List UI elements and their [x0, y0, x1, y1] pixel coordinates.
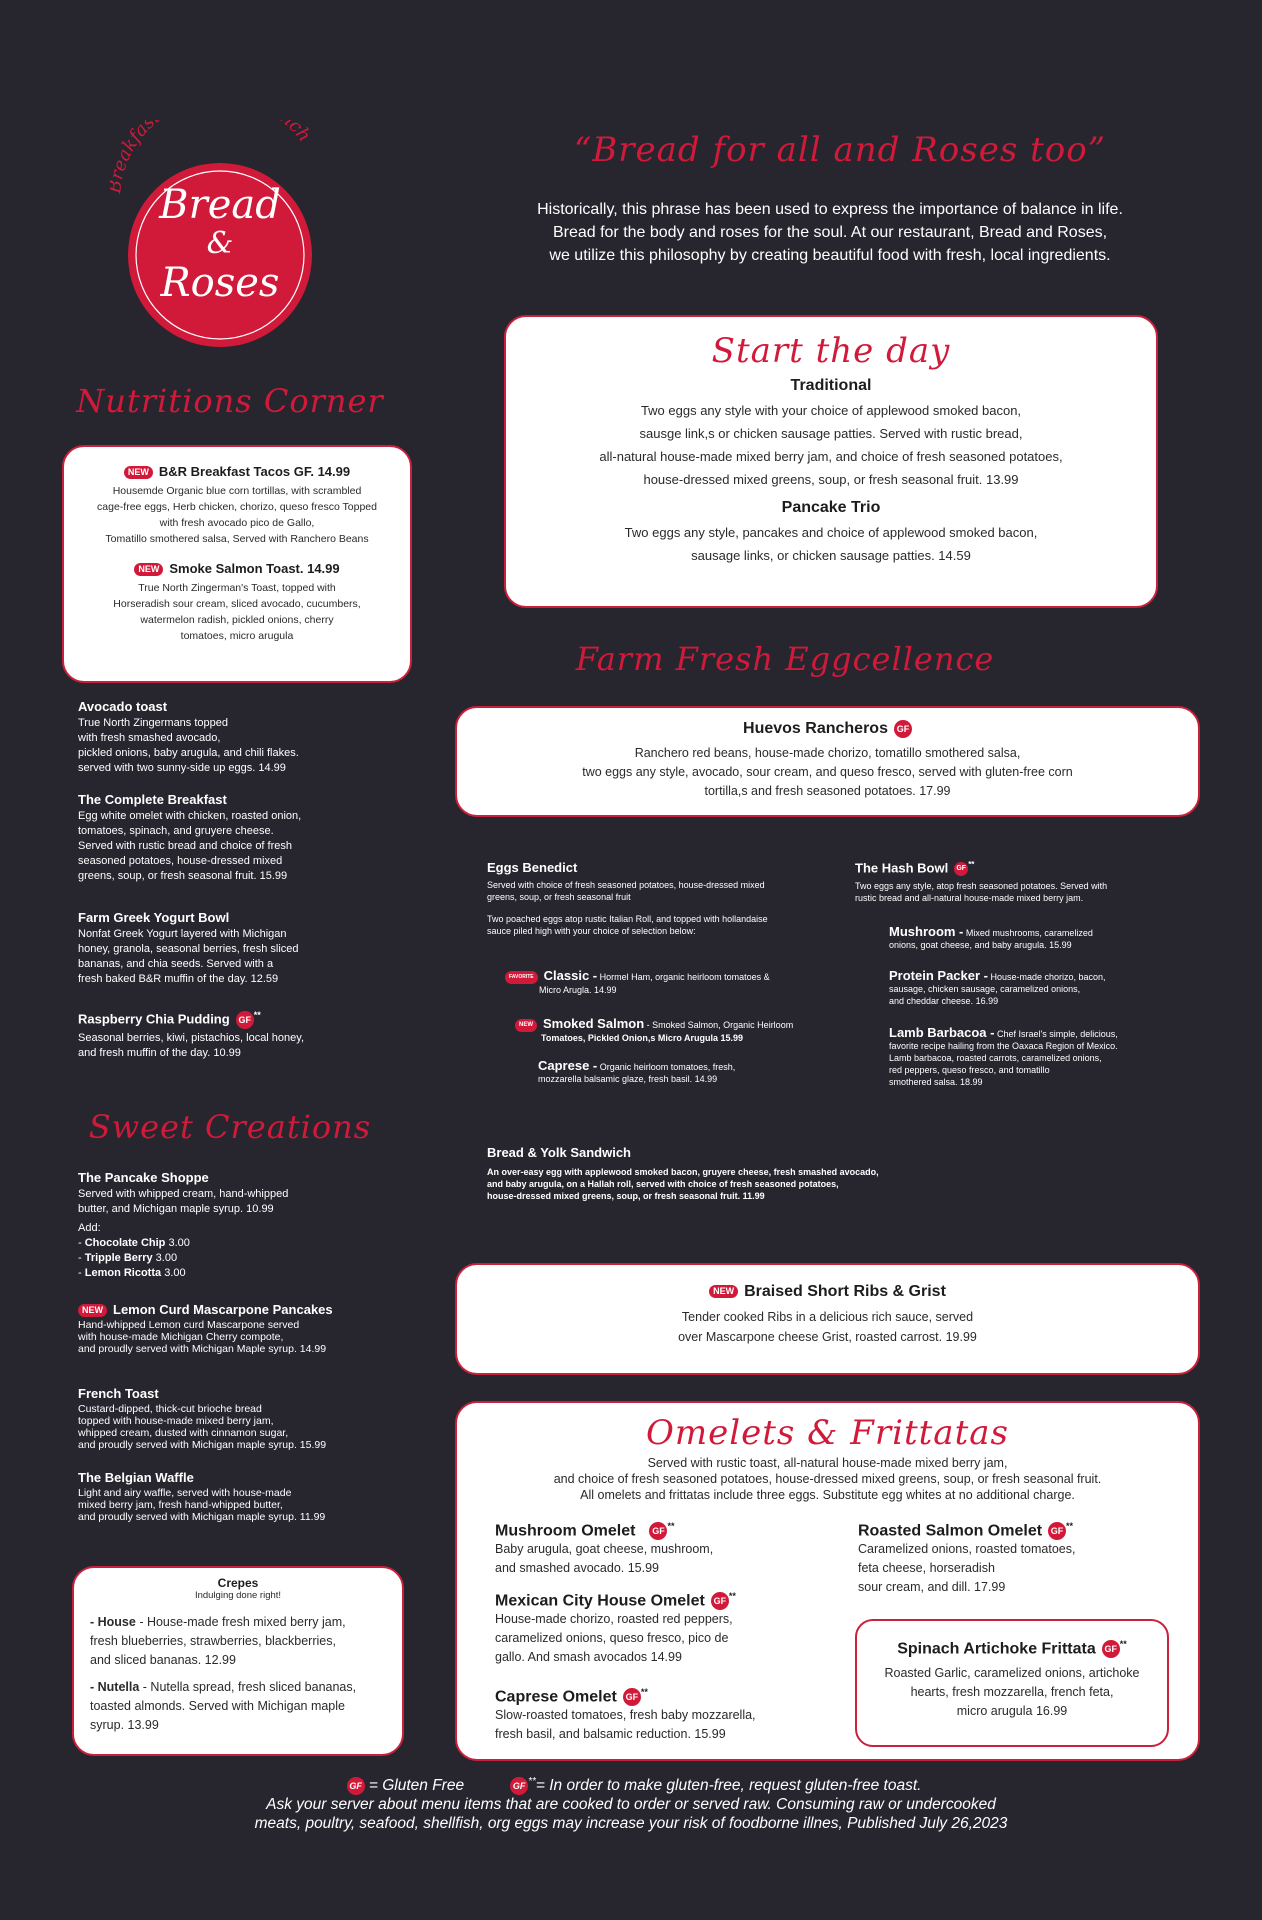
omelet-desc — [495, 1610, 815, 1667]
item-title: The Complete Breakfast — [78, 792, 227, 807]
desc-line: Two eggs any style with your choice of applewood smoked bacon, — [640, 403, 1022, 418]
item-title: Avocado toast — [78, 699, 168, 714]
add-name: Chocolate Chip — [84, 1237, 166, 1249]
hero-quote: “Bread for all and Roses too” — [573, 130, 1107, 170]
add-name: Tripple Berry — [84, 1252, 153, 1264]
desc-line: and proudly served with Michigan Maple syrup. 14.99 — [78, 1343, 327, 1356]
desc-line: Tender cooked Ribs in a delicious rich sauce, served — [681, 1310, 974, 1324]
desc-line: fresh baked B&R muffin of the day. 12.59 — [78, 973, 279, 985]
item-title: Raspberry Chia Pudding — [78, 1011, 230, 1027]
benedict-caprese — [538, 1058, 868, 1085]
sweet-heading: Sweet Creations — [88, 1108, 372, 1146]
desc-line: favorite recipe hailing from the Oaxaca Region of Mexico. — [889, 1041, 1118, 1051]
item-desc — [78, 1319, 398, 1355]
favorite-badge: FAVORITE — [505, 971, 538, 984]
desc-line: Served with whipped cream, hand-whipped — [78, 1188, 289, 1200]
gluten-free-icon — [649, 1522, 667, 1540]
crepe-desc: - Nutella spread, fresh sliced bananas, — [139, 1680, 357, 1694]
gf-label: GF — [713, 1596, 727, 1607]
option-line2: mozzarella balsamic glaze, fresh basil. 14.99 — [538, 1074, 718, 1084]
crepe-name: - House — [90, 1615, 136, 1629]
mexican-omelet — [495, 1591, 815, 1667]
frittata-card — [855, 1619, 1169, 1747]
item-title: The Pancake Shoppe — [78, 1170, 209, 1185]
desc-line: sauce piled high with your choice of selection below: — [487, 926, 696, 936]
short-ribs-card — [455, 1263, 1200, 1375]
omelet-title-row — [858, 1521, 1178, 1540]
option-name: Mushroom - — [889, 924, 964, 939]
logo — [110, 120, 330, 350]
desc-line: with fresh smashed avocado, — [78, 732, 221, 744]
gf2-legend-text: = In order to make gluten-free, request gluten-free toast. — [535, 1777, 922, 1795]
gf-mark: ** — [253, 1010, 261, 1020]
gf-label: GF — [625, 1692, 639, 1703]
benedict-title: Eggs Benedict — [487, 860, 578, 875]
frittata-title-row — [857, 1639, 1167, 1658]
salmon-toast-title-row — [64, 561, 410, 576]
huevos-title-row — [457, 720, 1198, 738]
hash-title: The Hash Bowl — [855, 860, 949, 876]
desc-line: butter, and Michigan maple syrup. 10.99 — [78, 1203, 274, 1215]
add-label: Add: — [78, 1222, 101, 1234]
gluten-free-icon — [510, 1777, 528, 1795]
benedict-smoked-salmon — [515, 1016, 845, 1044]
desc-line: True North Zingermans topped — [78, 717, 228, 729]
gf-label: GF — [652, 1526, 665, 1537]
desc-line: True North Zingerman's Toast, topped with — [138, 582, 336, 595]
omelet-title: Caprese Omelet — [495, 1688, 617, 1706]
add-price: 3.00 — [152, 1252, 178, 1264]
salmon-toast-title: Smoke Salmon Toast. 14.99 — [169, 561, 340, 577]
desc-line: bananas, and chia seeds. Served with a — [78, 958, 274, 970]
hero-line: we utilize this philosophy by creating beautiful food with fresh, local ingredients. — [549, 247, 1111, 264]
desc-line: Lamb barbacoa, roasted carrots, caramelized onions, — [889, 1053, 1102, 1063]
option-desc: - Smoked Salmon, Organic Heirloom — [644, 1020, 794, 1030]
tacos-title-row — [64, 464, 410, 479]
add-option — [78, 1236, 378, 1251]
gluten-free-icon — [894, 720, 912, 738]
belgian-waffle-item — [78, 1470, 398, 1523]
new-badge: NEW — [78, 1304, 107, 1317]
huevos-desc — [457, 744, 1198, 801]
desc-line: Two eggs any style, atop fresh seasoned potatoes. Served with — [855, 880, 1108, 891]
new-badge: NEW — [709, 1285, 738, 1298]
option-line — [538, 1058, 868, 1073]
option-line — [889, 1025, 1189, 1040]
option-name: Protein Packer - — [889, 968, 988, 983]
item-desc — [78, 1487, 398, 1523]
hash-mushroom — [889, 924, 1179, 951]
desc-line: sausge link,s or chicken sausage patties. Served with rustic bread, — [639, 426, 1023, 441]
omelet-title-row — [495, 1521, 815, 1540]
omelet-title: Roasted Salmon Omelet — [858, 1522, 1043, 1540]
caprese-omelet — [495, 1687, 815, 1744]
desc-line: toasted almonds. Served with Michigan maple — [90, 1699, 345, 1713]
crepe-line — [90, 1613, 386, 1632]
desc-line: watermelon radish, pickled onions, cherry — [140, 614, 334, 627]
option-desc: Organic heirloom tomatoes, fresh, — [597, 1062, 736, 1072]
logo-arc-text: eakfas ch — [110, 120, 315, 174]
nutritions-heading: Nutritions Corner — [76, 382, 384, 420]
footer — [150, 1772, 1112, 1833]
desc-line: Light and airy waffle, served with house-made — [78, 1487, 292, 1499]
footer-notice: Ask your server about menu items that are cooked to order or served raw. Consuming raw or undercooked — [266, 1796, 996, 1814]
desc-line: whipped cream, dusted with cinnamon sugar, — [78, 1427, 289, 1439]
frittata-title: Spinach Artichoke Frittata — [897, 1640, 1096, 1658]
gluten-free-icon — [236, 1011, 254, 1029]
logo-name-2: Roses — [160, 260, 280, 306]
omelet-title: Mexican City House Omelet — [495, 1592, 705, 1610]
hero-text — [480, 198, 1180, 267]
new-badge: NEW — [124, 466, 153, 479]
mushroom-omelet — [495, 1521, 815, 1578]
gluten-free-icon — [1048, 1522, 1066, 1540]
gluten-free-icon — [711, 1592, 729, 1610]
option-name: Lamb Barbacoa - — [889, 1025, 995, 1040]
item-desc — [78, 1187, 378, 1281]
hash-bowl-section — [855, 860, 1175, 904]
chia-pudding-item — [78, 1010, 378, 1061]
item-title-row — [78, 1010, 378, 1029]
desc-line: mixed berry jam, fresh hand-whipped butter, — [78, 1499, 283, 1511]
desc-line: Served with choice of fresh seasoned potatoes, house-dressed mixed — [487, 880, 765, 890]
salmon-toast-desc — [64, 580, 410, 644]
item-title: French Toast — [78, 1386, 159, 1401]
crepe-house — [90, 1613, 386, 1670]
desc-line: House-made chorizo, roasted red peppers, — [495, 1612, 733, 1627]
desc-line: Seasonal berries, kiwi, pistachios, local honey, — [78, 1031, 305, 1044]
benedict-desc — [487, 879, 837, 903]
desc-line: Served with rustic toast, all-natural house-made mixed berry jam, — [647, 1456, 1008, 1470]
desc-line: tomatoes, micro arugula — [180, 630, 294, 643]
option-line2: Tomatoes, Pickled Onion,s Micro Arugula 15.99 — [541, 1033, 744, 1044]
desc-line: sausage links, or chicken sausage patties. 14.59 — [691, 548, 971, 563]
option-line — [505, 968, 835, 984]
benedict-desc-2 — [487, 913, 837, 937]
crepe-nutella — [90, 1678, 386, 1735]
desc-line: caramelized onions, queso fresco, pico de — [495, 1631, 729, 1646]
desc-line: cage-free eggs, Herb chicken, chorizo, queso fresco Topped — [97, 501, 377, 514]
gf-mark: ** — [968, 860, 975, 869]
desc-line: Two poached eggs atop rustic Italian Roll, and topped with hollandaise — [487, 914, 768, 924]
dash: - — [78, 1237, 85, 1249]
desc-line: feta cheese, horseradish — [858, 1561, 995, 1576]
desc-line: greens, soup, or fresh seasonal fruit. 15.99 — [78, 870, 288, 882]
gluten-free-icon — [954, 862, 968, 876]
short-ribs-title-row — [457, 1283, 1198, 1301]
desc-line: red peppers, queso fresco, and tomatillo — [889, 1065, 1050, 1075]
desc-line: All omelets and frittatas include three eggs. Substitute egg whites at no additional charge. — [580, 1488, 1075, 1502]
hero-line: Historically, this phrase has been used to express the importance of balance in life. — [537, 201, 1123, 218]
option-name: Smoked Salmon — [543, 1016, 645, 1031]
benedict-classic — [505, 968, 835, 996]
desc-line: sour cream, and dill. 17.99 — [858, 1580, 1006, 1595]
desc-line: tomatoes, spinach, and gruyere cheese. — [78, 825, 274, 837]
complete-breakfast-item — [78, 792, 378, 884]
add-price: 3.00 — [165, 1237, 190, 1249]
desc-line: and cheddar cheese. 16.99 — [889, 996, 999, 1006]
item-title: Lemon Curd Mascarpone Pancakes — [113, 1302, 333, 1317]
gluten-free-icon — [1102, 1640, 1120, 1658]
desc-line: and choice of fresh seasoned potatoes, house-dressed mixed greens, soup, or fresh seasonal fruit. — [553, 1472, 1102, 1486]
new-badge: NEW — [515, 1019, 537, 1032]
dash: - — [78, 1252, 85, 1264]
footer-legend — [150, 1772, 1112, 1795]
item-desc — [78, 716, 378, 776]
gf-label: GF — [349, 1781, 362, 1792]
desc-line: tortilla,s and fresh seasoned potatoes. 17.99 — [704, 784, 951, 799]
pancake-shoppe-item — [78, 1170, 378, 1281]
logo-ampersand: & — [206, 226, 234, 261]
crepe-name: - Nutella — [90, 1680, 140, 1694]
desc-line: Egg white omelet with chicken, roasted onion, — [78, 810, 302, 822]
gf-mark: ** — [728, 1591, 736, 1601]
desc-line: fresh basil, and balsamic reduction. 15.99 — [495, 1727, 726, 1742]
desc-line: An over-easy egg with applewood smoked bacon, gruyere cheese, fresh smashed avocado, — [487, 1167, 879, 1177]
item-title: Farm Greek Yogurt Bowl — [78, 910, 230, 925]
gf-label: GF — [1104, 1644, 1118, 1655]
gf-label: GF — [896, 724, 910, 734]
huevos-card — [455, 706, 1200, 817]
desc-line: greens, soup, or fresh seasonal fruit — [487, 892, 631, 902]
gf-mark: ** — [640, 1687, 648, 1697]
traditional-title: Traditional — [790, 377, 872, 394]
item-desc — [487, 1166, 947, 1202]
desc-line: sausage, chicken sausage, caramelized onions, — [889, 984, 1081, 994]
desc-line: Baby arugula, goat cheese, mushroom, — [495, 1542, 714, 1557]
desc-line: Horseradish sour cream, sliced avocado, cucumbers, — [113, 598, 361, 611]
desc-line: Housemde Organic blue corn tortillas, with scrambled — [112, 485, 362, 498]
desc-line: smothered salsa. 18.99 — [889, 1077, 983, 1087]
short-ribs-desc — [457, 1307, 1198, 1347]
traditional-desc — [506, 399, 1156, 491]
option-line — [889, 968, 1179, 983]
desc-line: and sliced bananas. 12.99 — [90, 1653, 236, 1667]
option-line — [515, 1016, 845, 1032]
item-desc — [78, 1031, 378, 1061]
roasted-salmon-omelet — [858, 1521, 1178, 1597]
huevos-title: Huevos Rancheros — [743, 720, 888, 738]
gf-mark: ** — [528, 1776, 536, 1787]
hash-protein-packer — [889, 968, 1179, 1007]
crepes-title: Crepes — [217, 1576, 259, 1590]
desc-line: hearts, fresh mozzarella, french feta, — [910, 1685, 1114, 1700]
desc-line: Ranchero red beans, house-made chorizo, tomatillo smothered salsa, — [634, 746, 1021, 761]
item-desc — [78, 927, 378, 987]
desc-line: Caramelized onions, roasted tomatoes, — [858, 1542, 1076, 1557]
pancake-trio-title: Pancake Trio — [781, 499, 881, 516]
omelet-title: Mushroom Omelet — [495, 1522, 636, 1540]
desc-line: and proudly served with Michigan maple syrup. 11.99 — [78, 1511, 326, 1523]
desc-line: pickled onions, baby arugula, and chili flakes. — [78, 747, 299, 759]
option-name: Classic - — [543, 968, 598, 983]
desc-line: honey, granola, seasonal berries, fresh sliced — [78, 943, 299, 955]
option-desc: Mixed mushrooms, caramelized — [963, 928, 1093, 938]
gf-label: GF — [956, 864, 967, 872]
desc-line: Slow-roasted tomatoes, fresh baby mozzarella, — [495, 1708, 756, 1723]
desc-line: gallo. And smash avocados 14.99 — [495, 1650, 682, 1665]
omelets-heading: Omelets & Frittatas — [646, 1413, 1009, 1453]
logo-name-1: Bread — [159, 182, 281, 228]
new-badge: NEW — [134, 563, 163, 576]
desc-line: house-dressed mixed greens, soup, or fresh seasonal fruit. 13.99 — [643, 472, 1019, 487]
desc-line: with house-made Michigan Cherry compote, — [78, 1331, 284, 1344]
tacos-desc — [64, 483, 410, 547]
hash-lamb-barbacoa — [889, 1025, 1189, 1088]
nutritions-card — [62, 445, 412, 683]
desc-line: Nonfat Greek Yogurt layered with Michigan — [78, 928, 287, 940]
desc-line: and baby arugula, on a Hallah roll, served with choice of fresh seasoned potatoes, — [487, 1179, 839, 1189]
desc-line: syrup. 13.99 — [90, 1718, 159, 1732]
desc-line: seasoned potatoes, house-dressed mixed — [78, 855, 283, 867]
option-line — [889, 924, 1179, 939]
desc-line: Tomatillo smothered salsa, Served with Ranchero Beans — [105, 533, 369, 546]
greek-yogurt-item — [78, 910, 378, 987]
short-ribs-title: Braised Short Ribs & Grist — [744, 1283, 946, 1300]
footer-notice: meats, poultry, seafood, shellfish, org eggs may increase your risk of foodborne illnes, Published July 26,2023 — [254, 1815, 1008, 1833]
omelet-desc — [495, 1706, 815, 1744]
omelet-desc — [858, 1540, 1178, 1597]
hero-line: Bread for the body and roses for the soul. At our restaurant, Bread and Roses, — [552, 224, 1108, 241]
desc-line: and smashed avocado. 15.99 — [495, 1561, 660, 1576]
gf-label: GF — [512, 1781, 526, 1792]
option-desc: Chef Israel's simple, delicious, — [994, 1029, 1118, 1039]
omelets-desc — [457, 1455, 1198, 1503]
frittata-desc — [857, 1664, 1167, 1721]
desc-line: rustic bread and all-natural house-made mixed berry jam. — [855, 892, 1084, 903]
gf-mark: ** — [1066, 1521, 1074, 1531]
bread-yolk-item — [487, 1145, 947, 1202]
crepe-desc: - House-made fresh mixed berry jam, — [135, 1615, 346, 1629]
item-desc — [78, 1403, 398, 1451]
dash: - — [78, 1267, 85, 1279]
desc-line: over Mascarpone cheese Grist, roasted carrost. 19.99 — [678, 1330, 977, 1344]
gluten-free-icon — [623, 1688, 641, 1706]
add-price: 3.00 — [161, 1267, 186, 1279]
gf-legend-text: = Gluten Free — [364, 1777, 465, 1795]
crepes-subtitle: Indulging done right! — [194, 1590, 282, 1601]
omelets-card — [455, 1401, 1200, 1761]
hash-desc — [855, 880, 1175, 904]
desc-line: Roasted Garlic, caramelized onions, artichoke — [884, 1666, 1140, 1681]
add-option — [78, 1266, 378, 1281]
desc-line: onions, goat cheese, and baby arugula. 15.99 — [889, 940, 1072, 950]
eggs-benedict-section — [487, 860, 837, 937]
omelet-title-row — [495, 1687, 815, 1706]
desc-line: and fresh muffin of the day. 10.99 — [78, 1046, 241, 1059]
gf-label: GF — [238, 1014, 251, 1025]
omelet-title-row — [495, 1591, 815, 1610]
avocado-toast-item — [78, 699, 378, 776]
hash-title-row — [855, 860, 1175, 876]
add-name: Lemon Ricotta — [84, 1267, 162, 1279]
item-desc — [78, 809, 378, 884]
item-title: Bread & Yolk Sandwich — [487, 1145, 632, 1160]
french-toast-item — [78, 1386, 398, 1451]
desc-line: with fresh avocado pico de Gallo, — [159, 517, 315, 530]
gf-label: GF — [1050, 1526, 1064, 1537]
desc-line: micro arugula 16.99 — [956, 1704, 1068, 1719]
start-day-heading: Start the day — [711, 331, 951, 371]
desc-line: house-dressed mixed greens, soup, or fresh seasonal fruit. 11.99 — [487, 1191, 765, 1201]
desc-line: Served with rustic bread and choice of fresh — [78, 840, 293, 852]
desc-line: all-natural house-made mixed berry jam, and choice of fresh seasoned potatoes, — [599, 449, 1063, 464]
item-title-row — [78, 1302, 398, 1317]
tacos-title: B&R Breakfast Tacos GF. 14.99 — [158, 464, 351, 479]
gf-mark: ** — [667, 1521, 675, 1531]
desc-line: two eggs any style, avocado, sour cream, and queso fresco, served with gluten-free corn — [582, 765, 1073, 780]
desc-line: topped with house-made mixed berry jam, — [78, 1415, 274, 1427]
desc-line: Two eggs any style, pancakes and choice of applewood smoked bacon, — [624, 525, 1038, 540]
desc-line: Custard-dipped, thick-cut brioche bread — [78, 1403, 262, 1415]
desc-line: served with two sunny-side up eggs. 14.99 — [78, 762, 286, 774]
gf-mark: ** — [1119, 1639, 1127, 1649]
option-desc: Hormel Ham, organic heirloom tomatoes & — [597, 972, 770, 982]
lemon-pancakes-item — [78, 1302, 398, 1355]
start-day-card — [504, 315, 1158, 608]
farm-heading: Farm Fresh Eggcellence — [575, 640, 995, 678]
option-line2: Micro Arugla. 14.99 — [539, 985, 617, 996]
desc-line: Hand-whipped Lemon curd Mascarpone served — [78, 1319, 300, 1332]
omelet-desc — [495, 1540, 815, 1578]
desc-line: and proudly served with Michigan maple syrup. 15.99 — [78, 1439, 327, 1451]
gluten-free-icon — [347, 1777, 365, 1795]
crepe-line — [90, 1678, 386, 1697]
pancake-trio-desc — [506, 521, 1156, 567]
desc-line: fresh blueberries, strawberries, blackberries, — [90, 1634, 336, 1648]
crepes-card — [72, 1566, 404, 1756]
item-title: The Belgian Waffle — [78, 1470, 194, 1485]
option-name: Caprese - — [538, 1058, 598, 1073]
add-option — [78, 1251, 378, 1266]
option-desc: House-made chorizo, bacon, — [988, 972, 1106, 982]
